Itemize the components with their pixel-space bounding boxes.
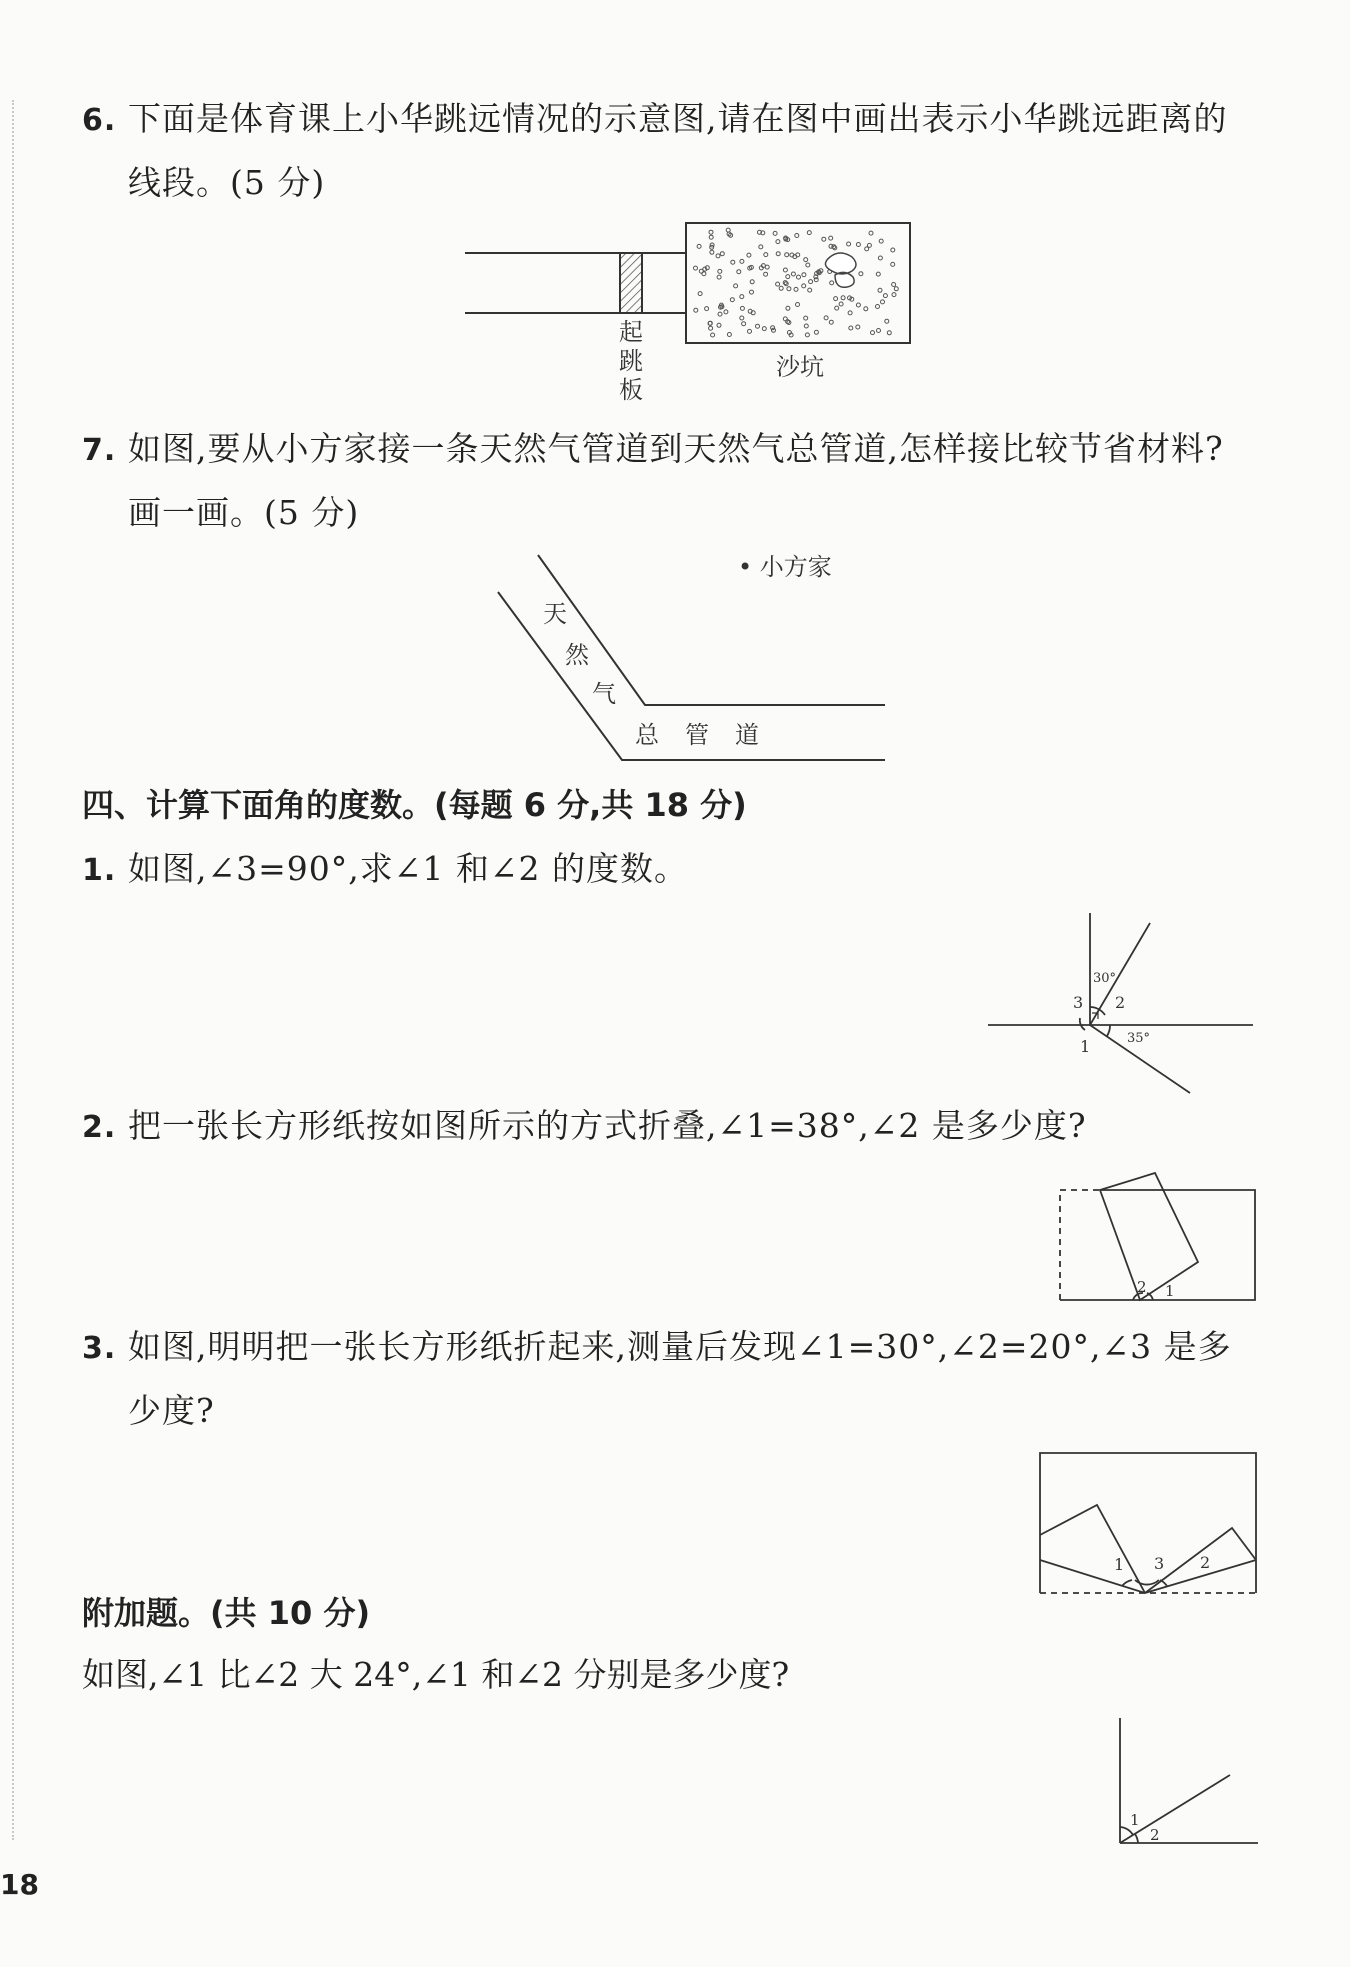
sand-dot [737, 270, 741, 274]
angle-label-1: 1 [1130, 1811, 1140, 1829]
sand-dot [750, 290, 754, 294]
takeoff-board [620, 253, 642, 313]
board-label-1: 起 [619, 318, 643, 346]
sand-dot [806, 263, 810, 267]
sand-dot [805, 333, 809, 337]
sand-dot [802, 273, 806, 277]
sand-dot [824, 316, 828, 320]
sand-dot [787, 287, 791, 291]
gas-pipe-diagram [490, 550, 900, 770]
sand-dot [864, 307, 868, 311]
question-7 [82, 418, 1272, 544]
pipe-char-3: 气 [592, 680, 616, 708]
sand-dot [727, 333, 731, 337]
sand-pit [686, 223, 910, 343]
angle-label-2: 2 [1200, 1553, 1211, 1572]
sand-dot [734, 284, 738, 288]
question-text: 如图,明明把一张长方形纸折起来,测量后发现∠1=30°,∠2=20°,∠3 是多 [128, 1327, 1232, 1366]
sand-dot [776, 240, 780, 244]
sand-dot [794, 287, 798, 291]
sand-dot [772, 328, 776, 332]
board-label-2: 跳 [619, 347, 643, 375]
calc-question-2 [82, 1095, 1272, 1159]
sand-dot [718, 312, 722, 316]
sand-dot [807, 231, 811, 235]
sand-dot [783, 281, 787, 285]
question-number: 3. [82, 1331, 117, 1366]
sand-dot [841, 296, 845, 300]
sand-dot [834, 297, 838, 301]
calc-question-1 [82, 838, 1272, 902]
sand-dot [804, 324, 808, 328]
angle-label-2: 2 [1137, 1278, 1147, 1296]
sand-dot [876, 272, 880, 276]
sand-dot [740, 306, 744, 310]
sand-dot [876, 305, 880, 309]
sand-dot [848, 311, 852, 315]
angle-label-30: 30° [1093, 971, 1117, 986]
fold-diagram-2 [1055, 1165, 1260, 1310]
sand-dot [709, 326, 713, 330]
sand-dot [795, 234, 799, 238]
pipe-char-4: 总 [635, 721, 659, 749]
sand-dot [717, 323, 721, 327]
sand-dot [786, 306, 790, 310]
sand-dot [887, 331, 891, 335]
sand-dot [759, 245, 763, 249]
sand-dot [878, 256, 882, 260]
question-text-cont: 画一画。(5 分) [128, 493, 360, 532]
sand-dot [740, 259, 744, 263]
sand-dot [718, 269, 722, 273]
sand-dot [786, 275, 790, 279]
question-text: 把一张长方形纸按如图所示的方式折叠,∠1=38°,∠2 是多少度? [128, 1106, 1087, 1145]
question-text-cont: 少度? [128, 1391, 215, 1430]
board-label-3: 板 [619, 376, 643, 404]
question-text: 如图,∠3=90°,求∠1 和∠2 的度数。 [128, 849, 689, 888]
sand-dot [783, 268, 787, 272]
angle-label-2: 2 [1115, 993, 1126, 1012]
angle-label-3: 3 [1073, 993, 1084, 1012]
sand-dot [808, 288, 812, 292]
sand-dot [865, 247, 869, 251]
sand-dot [764, 272, 768, 276]
sand-dot [747, 253, 751, 257]
sand-dot [796, 303, 800, 307]
sand-dot [869, 231, 873, 235]
home-label: • 小方家 [738, 553, 832, 581]
sand-dot [804, 316, 808, 320]
sand-dot [891, 248, 895, 252]
pipe-char-5: 管 [685, 721, 709, 749]
sand-dot [847, 242, 851, 246]
sand-dot [835, 306, 839, 310]
question-text-cont: 线段。(5 分) [128, 163, 326, 202]
sand-dot [748, 329, 752, 333]
long-jump-diagram [460, 215, 920, 415]
pipe-char-1: 天 [543, 600, 567, 628]
sand-dot [892, 293, 896, 297]
sand-dot [883, 294, 887, 298]
sand-dot [709, 230, 713, 234]
sand-dot [750, 280, 754, 284]
sand-dot [694, 308, 698, 312]
sand-dot [776, 282, 780, 286]
question-6 [82, 88, 1272, 214]
sand-dot [779, 286, 783, 290]
angle-label-35: 35° [1127, 1031, 1151, 1046]
sand-dot [871, 331, 875, 335]
sand-dot [762, 327, 766, 331]
sand-dot [829, 236, 833, 240]
question-text: 下面是体育课上小华跳远情况的示意图,请在图中画出表示小华跳远距离的 [128, 99, 1228, 138]
sand-dot [705, 307, 709, 311]
angle-label-1: 1 [1165, 1282, 1175, 1300]
sand-dot [773, 231, 777, 235]
sand-dot [697, 244, 701, 248]
sand-dot [711, 333, 715, 337]
sand-dot [892, 283, 896, 287]
sand-dot [856, 325, 860, 329]
angle-diagram-bonus [1110, 1715, 1260, 1845]
sand-dot [785, 253, 789, 257]
sand-dot [802, 284, 806, 288]
page-number: 18 [0, 1868, 39, 1901]
sand-dot [822, 237, 826, 241]
sand-dot [726, 228, 730, 232]
sand-dot [839, 302, 843, 306]
sand-dot [849, 326, 853, 330]
sand-dot [856, 243, 860, 247]
question-number: 1. [82, 853, 117, 888]
sand-dot [856, 303, 860, 307]
sand-dot [740, 295, 744, 299]
angle-label-1: 1 [1080, 1037, 1091, 1056]
question-text: 如图,要从小方家接一条天然气管道到天然气总管道,怎样接比较节省材料? [128, 429, 1224, 468]
sand-dot [829, 320, 833, 324]
sand-dot [830, 281, 834, 285]
sand-dot [894, 287, 898, 291]
sand-dot [878, 288, 882, 292]
sand-dot [879, 239, 883, 243]
sand-dot [698, 292, 702, 296]
sand-dot [699, 269, 703, 273]
sand-dot [797, 275, 801, 279]
angle-label-1: 1 [1114, 1555, 1125, 1574]
angle-label-3: 3 [1154, 1554, 1165, 1573]
sand-dot [809, 280, 813, 284]
sand-dot [710, 250, 714, 254]
sand-dot [877, 329, 881, 333]
sand-dot [776, 252, 780, 256]
sand-dot [694, 266, 698, 270]
sand-dot [717, 275, 721, 279]
sand-dot [730, 298, 734, 302]
sand-dot [740, 316, 744, 320]
sand-dot [814, 330, 818, 334]
sand-dot [764, 253, 768, 257]
sand-dot [756, 324, 760, 328]
margin-dotted-line [12, 100, 14, 1840]
sand-dot [891, 262, 895, 266]
question-number: 6. [82, 103, 117, 138]
pit-label: 沙坑 [776, 353, 824, 381]
runway [465, 253, 685, 313]
sand-dot [716, 254, 720, 258]
pipe-char-2: 然 [565, 641, 589, 669]
sand-dot [731, 260, 735, 264]
sand-dot [720, 252, 724, 256]
fold-diagram-3 [1037, 1450, 1259, 1595]
sand-dot [885, 319, 889, 323]
sand-dot [859, 272, 863, 276]
question-number: 7. [82, 433, 117, 468]
section-title: 四、计算下面角的度数。(每题 6 分,共 18 分) [82, 786, 747, 824]
sand-dot [771, 326, 775, 330]
sand-dot [709, 235, 713, 239]
calc-question-3 [82, 1316, 1272, 1442]
sand-dots [694, 228, 899, 337]
sand-dot [791, 272, 795, 276]
sand-dot [881, 300, 885, 304]
question-number: 2. [82, 1110, 117, 1145]
sand-dot [724, 310, 728, 314]
angle-diagram-1 [985, 910, 1255, 1100]
bonus-title: 附加题。(共 10 分) [82, 1594, 371, 1632]
bonus-question-text: 如图,∠1 比∠2 大 24°,∠1 和∠2 分别是多少度? [82, 1655, 790, 1694]
angle-label-2: 2 [1150, 1826, 1160, 1844]
pipe-char-6: 道 [735, 721, 759, 749]
sand-dot [804, 258, 808, 262]
sand-dot [742, 322, 746, 326]
